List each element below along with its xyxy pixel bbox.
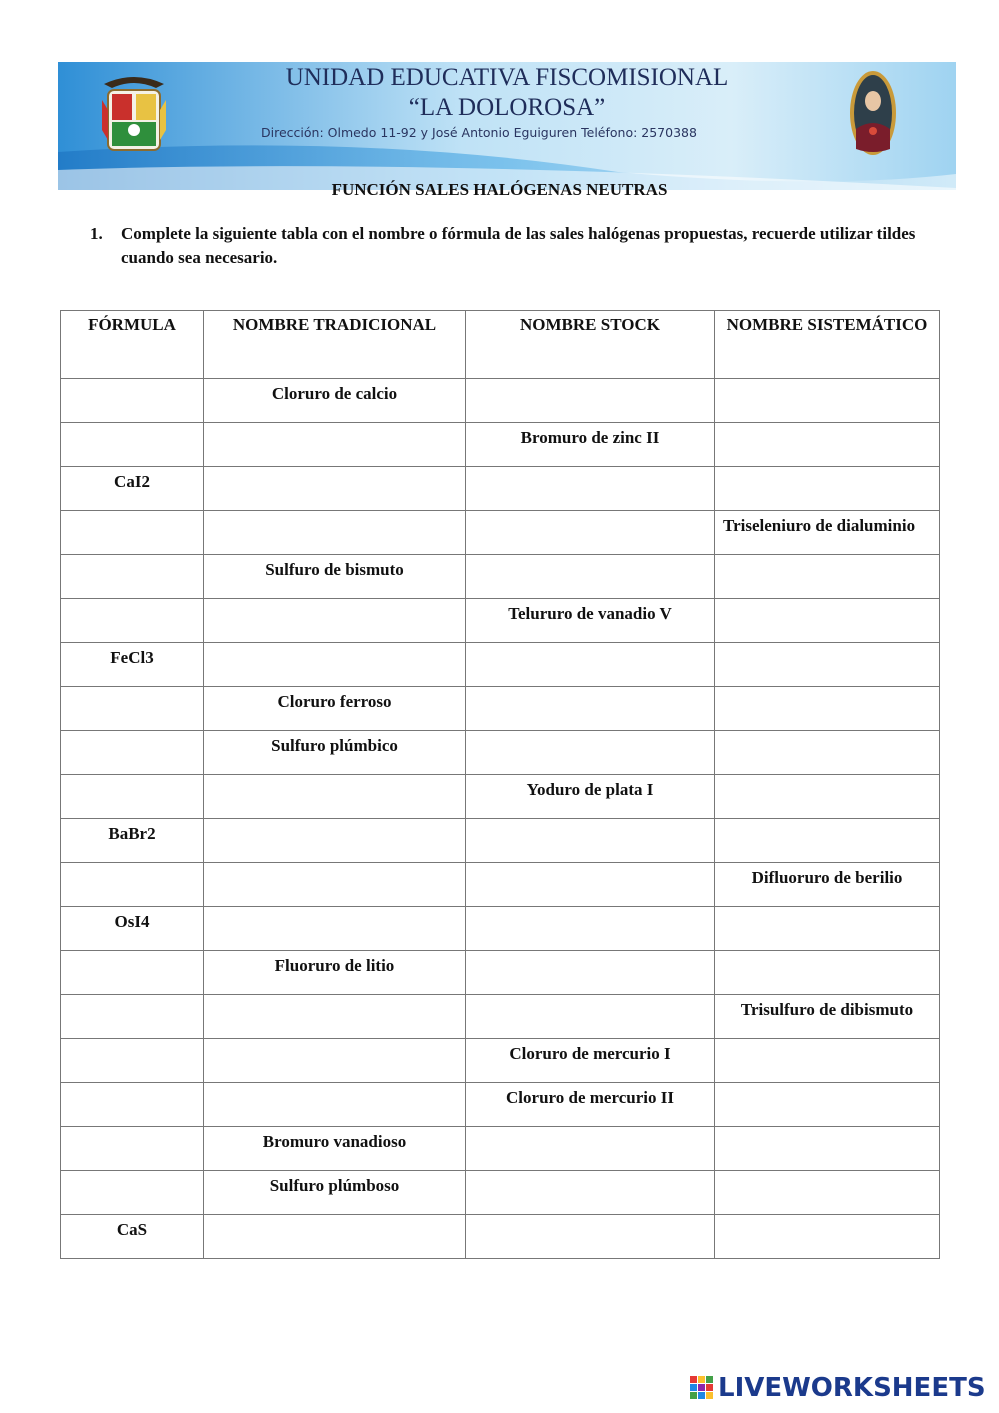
systematic-name-cell[interactable] (715, 643, 940, 687)
table-row (61, 511, 940, 555)
liveworksheets-grid-icon (690, 1376, 714, 1400)
stock-name-cell[interactable] (466, 511, 715, 555)
systematic-name-cell[interactable] (715, 775, 940, 819)
systematic-name-cell[interactable] (715, 599, 940, 643)
header-traditional-name: NOMBRE TRADICIONAL (204, 311, 466, 379)
systematic-name-cell[interactable] (715, 1039, 940, 1083)
table-row (61, 467, 940, 511)
formula-cell[interactable] (61, 379, 204, 423)
stock-name-cell[interactable] (466, 863, 715, 907)
virgin-portrait-icon (848, 69, 898, 157)
traditional-name-cell[interactable] (204, 995, 466, 1039)
formula-cell: BaBr2 (61, 819, 204, 863)
traditional-name-cell[interactable] (204, 1039, 466, 1083)
traditional-name-cell[interactable] (204, 775, 466, 819)
table-row (61, 599, 940, 643)
table-row (61, 687, 940, 731)
systematic-name-cell[interactable] (715, 819, 940, 863)
stock-name-cell[interactable] (466, 907, 715, 951)
header-stock-name: NOMBRE STOCK (466, 311, 715, 379)
table-row (61, 643, 940, 687)
traditional-name-cell[interactable] (204, 511, 466, 555)
table-row (61, 951, 940, 995)
formula-cell[interactable] (61, 1039, 204, 1083)
formula-cell[interactable] (61, 775, 204, 819)
formula-cell[interactable] (61, 1083, 204, 1127)
systematic-name-cell: Trisulfuro de dibismuto (715, 995, 940, 1039)
formula-cell[interactable] (61, 555, 204, 599)
stock-name-cell[interactable] (466, 819, 715, 863)
formula-cell: CaS (61, 1215, 204, 1259)
systematic-name-cell[interactable] (715, 1215, 940, 1259)
stock-name-cell[interactable] (466, 643, 715, 687)
traditional-name-cell[interactable] (204, 863, 466, 907)
systematic-name-cell[interactable] (715, 467, 940, 511)
stock-name-cell: Cloruro de mercurio I (466, 1039, 715, 1083)
stock-name-cell: Cloruro de mercurio II (466, 1083, 715, 1127)
traditional-name-cell[interactable] (204, 1083, 466, 1127)
stock-name-cell: Telururo de vanadio V (466, 599, 715, 643)
traditional-name-cell: Sulfuro plúmbico (204, 731, 466, 775)
systematic-name-cell[interactable] (715, 687, 940, 731)
systematic-name-cell[interactable] (715, 951, 940, 995)
stock-name-cell: Bromuro de zinc II (466, 423, 715, 467)
table-row (61, 731, 940, 775)
table-row (61, 423, 940, 467)
systematic-name-cell[interactable] (715, 379, 940, 423)
systematic-name-cell[interactable] (715, 1127, 940, 1171)
systematic-name-cell[interactable] (715, 1171, 940, 1215)
salts-table (60, 310, 940, 1259)
stock-name-cell[interactable] (466, 379, 715, 423)
formula-cell[interactable] (61, 423, 204, 467)
traditional-name-cell[interactable] (204, 423, 466, 467)
school-name-line2: “LA DOLOROSA” (408, 94, 606, 121)
formula-cell[interactable] (61, 599, 204, 643)
stock-name-cell[interactable] (466, 555, 715, 599)
traditional-name-cell[interactable] (204, 643, 466, 687)
header-systematic-name: NOMBRE SISTEMÁTICO (715, 311, 940, 379)
traditional-name-cell: Bromuro vanadioso (204, 1127, 466, 1171)
stock-name-cell[interactable] (466, 951, 715, 995)
formula-cell[interactable] (61, 511, 204, 555)
stock-name-cell[interactable] (466, 687, 715, 731)
systematic-name-cell[interactable] (715, 423, 940, 467)
formula-cell: OsI4 (61, 907, 204, 951)
school-banner (58, 62, 956, 190)
traditional-name-cell[interactable] (204, 599, 466, 643)
traditional-name-cell[interactable] (204, 907, 466, 951)
traditional-name-cell: Cloruro ferroso (204, 687, 466, 731)
liveworksheets-logo (690, 1374, 986, 1402)
systematic-name-cell: Triseleniuro de dialuminio (715, 511, 940, 555)
instruction-number: 1. (90, 224, 103, 243)
table-row (61, 1083, 940, 1127)
systematic-name-cell[interactable] (715, 731, 940, 775)
stock-name-cell[interactable] (466, 467, 715, 511)
systematic-name-cell[interactable] (715, 555, 940, 599)
traditional-name-cell: Fluoruro de litio (204, 951, 466, 995)
table-row (61, 775, 940, 819)
stock-name-cell[interactable] (466, 731, 715, 775)
traditional-name-cell[interactable] (204, 819, 466, 863)
formula-cell[interactable] (61, 995, 204, 1039)
systematic-name-cell: Difluoruro de berilio (715, 863, 940, 907)
stock-name-cell[interactable] (466, 1127, 715, 1171)
table-row (61, 1039, 940, 1083)
systematic-name-cell[interactable] (715, 1083, 940, 1127)
traditional-name-cell: Sulfuro plúmboso (204, 1171, 466, 1215)
traditional-name-cell[interactable] (204, 1215, 466, 1259)
table-row (61, 379, 940, 423)
formula-cell[interactable] (61, 1127, 204, 1171)
stock-name-cell: Yoduro de plata I (466, 775, 715, 819)
formula-cell: FeCl3 (61, 643, 204, 687)
traditional-name-cell: Sulfuro de bismuto (204, 555, 466, 599)
table-row (61, 863, 940, 907)
formula-cell[interactable] (61, 687, 204, 731)
traditional-name-cell: Cloruro de calcio (204, 379, 466, 423)
instruction-item (90, 222, 950, 270)
table-row (61, 1171, 940, 1215)
table-row (61, 907, 940, 951)
formula-cell: CaI2 (61, 467, 204, 511)
school-address: Dirección: Olmedo 11-92 y José Antonio Eguiguren Teléfono: 2570388 (261, 125, 697, 140)
liveworksheets-brand: LIVEWORKSHEETS (718, 1373, 986, 1403)
formula-cell[interactable] (61, 731, 204, 775)
table-row (61, 1215, 940, 1259)
table-header-row (61, 311, 940, 379)
stock-name-cell[interactable] (466, 1215, 715, 1259)
formula-cell[interactable] (61, 863, 204, 907)
table-row (61, 555, 940, 599)
formula-cell[interactable] (61, 951, 204, 995)
school-name-line1: UNIDAD EDUCATIVA FISCOMISIONAL (285, 64, 729, 91)
stock-name-cell[interactable] (466, 995, 715, 1039)
formula-cell[interactable] (61, 1171, 204, 1215)
stock-name-cell[interactable] (466, 1171, 715, 1215)
traditional-name-cell[interactable] (204, 467, 466, 511)
header-formula: FÓRMULA (61, 311, 204, 379)
table-row (61, 819, 940, 863)
instruction-text: Complete la siguiente tabla con el nombre o fórmula de las sales halógenas propuestas, recuerde utilizar tildes cuando sea necesario. (121, 224, 916, 267)
table-row (61, 995, 940, 1039)
table-row (61, 1127, 940, 1171)
systematic-name-cell[interactable] (715, 907, 940, 951)
document-title: FUNCIÓN SALES HALÓGENAS NEUTRAS (331, 180, 668, 199)
